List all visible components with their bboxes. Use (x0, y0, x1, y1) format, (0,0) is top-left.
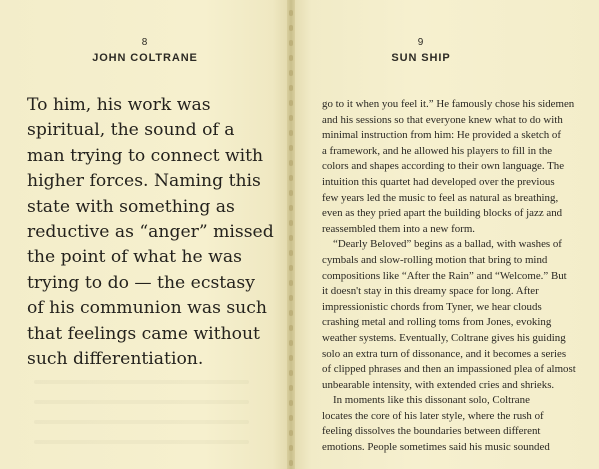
body-line: In moments like this dissonant solo, Coltrane (333, 394, 530, 407)
right-running-head: SUN SHIP (391, 52, 451, 64)
body-line: colors and shapes according to their own language. The (322, 160, 565, 173)
body-line: even as they pried apart the building blocks of jazz and (322, 207, 563, 220)
bleed-through-line (34, 420, 249, 424)
pull-quote-line: higher forces. Naming this (27, 171, 261, 192)
binding-stitch (289, 250, 293, 256)
binding-stitch (289, 340, 293, 346)
left-page-number: 8 (141, 37, 149, 48)
pull-quote-line: trying to do — the ecstasy (27, 272, 255, 293)
binding-stitch (289, 85, 293, 91)
left-running-head: JOHN COLTRANE (92, 52, 198, 64)
binding-stitch (289, 100, 293, 106)
binding-stitch (289, 145, 293, 151)
body-line: locates the core of his later style, where the rush of (322, 409, 544, 422)
binding-stitch (289, 55, 293, 61)
binding-stitch (289, 280, 293, 286)
right-page-number: 9 (417, 37, 425, 48)
body-line: solo an extra turn of dissonance, and it becomes a series (322, 347, 567, 360)
pull-quote-line: state with something as (27, 196, 235, 217)
body-line: cymbals and slow-rolling motion that bring to mind (322, 253, 548, 266)
binding-stitch (289, 175, 293, 181)
body-line: and his sessions so that everyone knew what to do with (322, 113, 563, 126)
binding-stitch (289, 415, 293, 421)
right-page-header (346, 36, 496, 66)
binding-stitch (289, 310, 293, 316)
body-line: emotions. People sometimes said his music sounded (322, 441, 550, 454)
binding-stitch (289, 40, 293, 46)
pull-quote-line: such differentiation. (27, 349, 204, 370)
binding-stitch (289, 220, 293, 226)
binding-stitch (289, 445, 293, 451)
body-line: impressionistic chords from Tyner, we hear clouds (322, 300, 542, 313)
binding-stitch (289, 460, 293, 466)
binding-stitch (289, 235, 293, 241)
body-line: few years led the music to feel as natural as breathing, (322, 191, 559, 204)
left-page-header (70, 36, 220, 66)
binding-stitch (289, 355, 293, 361)
binding-stitch (289, 325, 293, 331)
pull-quote-line: that feelings came without (27, 323, 260, 344)
pull-quote-line: spiritual, the sound of a (27, 120, 235, 141)
binding-stitch (289, 70, 293, 76)
body-line: unbearable intensity, with extended cries and shrieks. (322, 378, 555, 391)
binding-stitch (289, 115, 293, 121)
binding-stitch (289, 25, 293, 31)
binding-stitch (289, 130, 293, 136)
pull-quote-line: reductive as “anger” missed (27, 222, 274, 243)
body-text (322, 97, 584, 456)
bleed-through-line (34, 380, 249, 384)
bleed-through-line (34, 400, 249, 404)
body-line: crashing metal and rolling toms from Jones, evoking (322, 316, 552, 329)
body-line: of clipped phrases and then an impassioned plea of almost (322, 363, 576, 376)
body-line: feeling dissolves the boundaries between different (322, 425, 541, 438)
body-line: it doesn't stay in this dreamy space for long. After (322, 285, 539, 298)
binding-stitch (289, 190, 293, 196)
pull-quote-line: the point of what he was (27, 247, 242, 268)
binding-stitch (289, 295, 293, 301)
body-line: minimal instruction from him: He provided a sketch of (322, 129, 561, 142)
binding-stitch (289, 370, 293, 376)
pull-quote-line: of his communion was such (27, 298, 267, 319)
body-line: go to it when you feel it.” He famously chose his sidemen (322, 98, 575, 110)
bleed-through-line (34, 440, 249, 444)
body-line: reassembled them into a new form. (322, 222, 476, 235)
binding-stitch (289, 265, 293, 271)
pull-quote-line: To him, his work was (27, 95, 211, 115)
body-line: “Dearly Beloved” begins as a ballad, with washes of (333, 238, 562, 251)
binding-stitch (289, 385, 293, 391)
binding-stitch (289, 160, 293, 166)
binding-stitch (289, 10, 293, 16)
body-line: intuition this quartet had developed over the previous (322, 175, 555, 188)
body-line: weather systems. Eventually, Coltrane gives his guiding (322, 331, 566, 344)
binding-stitch (289, 205, 293, 211)
pull-quote (27, 93, 277, 372)
binding-stitch (289, 400, 293, 406)
binding-stitch (289, 430, 293, 436)
body-line: compositions like “After the Rain” and “Welcome.” But (322, 269, 567, 282)
pull-quote-line: man trying to connect with (27, 145, 264, 166)
body-line: a framework, and he allowed his players to fill in the (322, 144, 553, 157)
